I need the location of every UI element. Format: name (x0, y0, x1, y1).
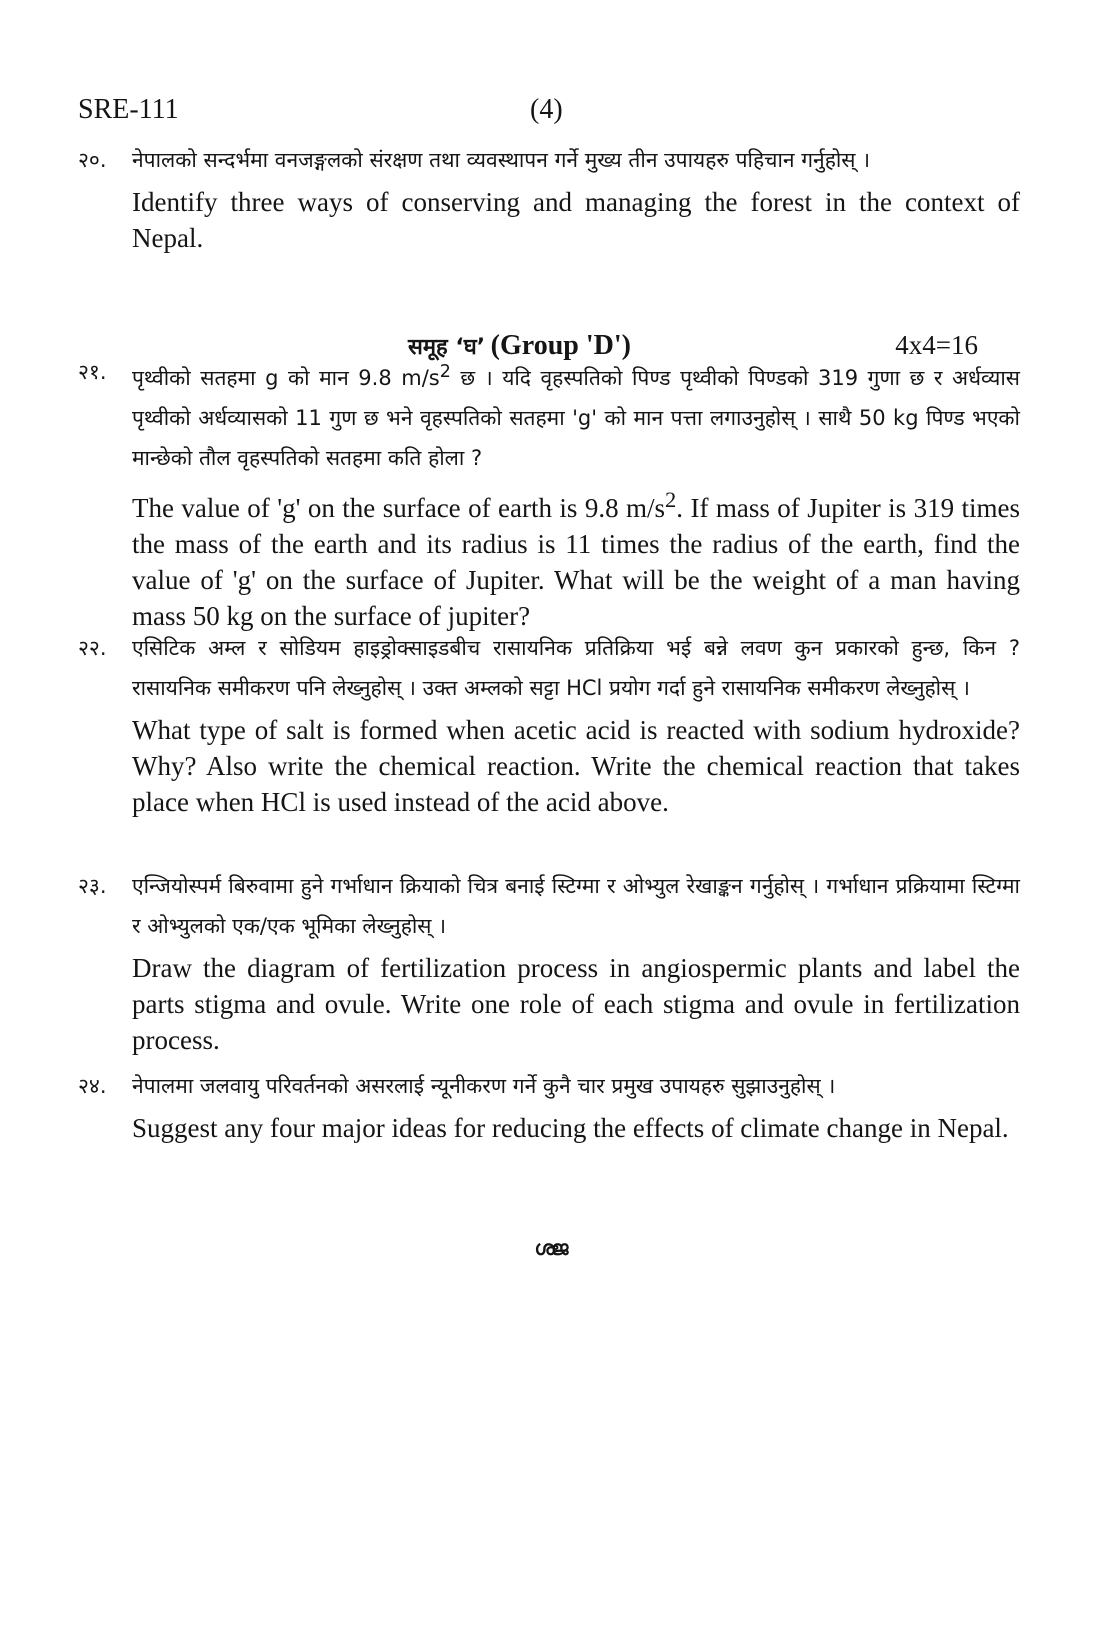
question-23 (78, 866, 1020, 1058)
end-ornament: ശജ (534, 1236, 566, 1260)
question-text-nepali: एन्जियोस्पर्म बिरुवामा हुने गर्भाधान क्रियाको चित्र बनाई स्टिग्मा र ओभ्युल रेखाङ्कन गर्नुहोस् । गर्भाधान प्रक्रियामा स्टिग्मा र ओभ्युलको एक/एक भूमिका लेख्नुहोस् । (132, 874, 1020, 938)
group-marks: 4x4=16 (895, 330, 978, 360)
question-text-nepali-part-a: पृथ्वीको सतहमा g को मान 9.8 m/s (132, 366, 440, 390)
question-text-english: Draw the diagram of fertilization process in angiospermic plants and label the parts stigma and ovule. Write one role of each stigma and ovule in fertilization process. (132, 953, 1020, 1055)
question-number: २३. (78, 874, 107, 898)
question-text-nepali: नेपालको सन्दर्भमा वनजङ्गलको संरक्षण तथा व्यवस्थापन गर्ने मुख्य तीन उपायहरु पहिचान गर्नुहोस् । (132, 148, 871, 172)
question-21 (78, 352, 1020, 634)
question-20 (78, 140, 1020, 256)
superscript: 2 (665, 487, 677, 512)
question-number: २०. (78, 148, 107, 172)
page-header (78, 94, 1020, 130)
question-24 (78, 1066, 1020, 1146)
page-number: (4) (530, 94, 563, 125)
question-text-english: Identify three ways of conserving and managing the forest in the context of Nepal. (132, 187, 1020, 253)
question-text-nepali: एसिटिक अम्ल र सोडियम हाइड्रोक्साइडबीच रासायनिक प्रतिक्रिया भई बन्ने लवण कुन प्रकारको हुन्छ, किन ? रासायनिक समीकरण पनि लेख्नुहोस् । उक्त अम्लको सट्टा HCl प्रयोग गर्दा हुने रासायनिक समीकरण लेख्नुहोस् । (132, 636, 1020, 700)
group-title-english: (Group 'D') (490, 330, 631, 361)
question-text-nepali: नेपालमा जलवायु परिवर्तनको असरलाई न्यूनीकरण गर्ने कुनै चार प्रमुख उपायहरु सुझाउनुहोस् । (132, 1074, 836, 1098)
question-number: २१. (78, 360, 107, 384)
superscript: 2 (439, 362, 451, 382)
question-text-english-part-a: The value of 'g' on the surface of earth is 9.8 m/s (132, 493, 666, 523)
question-text-nepali (132, 352, 1020, 478)
question-text-english: What type of salt is formed when acetic acid is reacted with sodium hydroxide? Why? Also write the chemical reaction. Write the chemical reaction that takes place when HCl is used instead of the acid above. (132, 715, 1020, 817)
question-number: २२. (78, 636, 107, 660)
paper-code: SRE-111 (78, 94, 179, 125)
question-number: २४. (78, 1074, 107, 1098)
question-text-english: Suggest any four major ideas for reducing the effects of climate change in Nepal. (132, 1113, 1009, 1143)
question-22 (78, 628, 1020, 820)
question-text-english-part-b: . If mass of Jupiter is 319 times the mass of the earth and its radius is 11 times the radius of the earth, find the value of 'g' on the surface of Jupiter. What will be the weight of a man having mass 50 kg on the surface of jupiter? (132, 493, 1020, 631)
question-text-english (132, 478, 1020, 634)
group-title-nepali: समूह ‘घ’ (408, 335, 486, 360)
question-text-nepali-part-b: छ । यदि वृहस्पतिको पिण्ड पृथ्वीको पिण्डको 319 गुणा छ र अर्धव्यास पृथ्वीको अर्धव्यासको 11 गुण छ भने वृहस्पतिको सतहमा 'g' को मान पत्ता लगाउनुहोस् । साथै 50 kg पिण्ड भएको मान्छेको तौल वृहस्पतिको सतहमा कति होला ? (132, 366, 1021, 470)
